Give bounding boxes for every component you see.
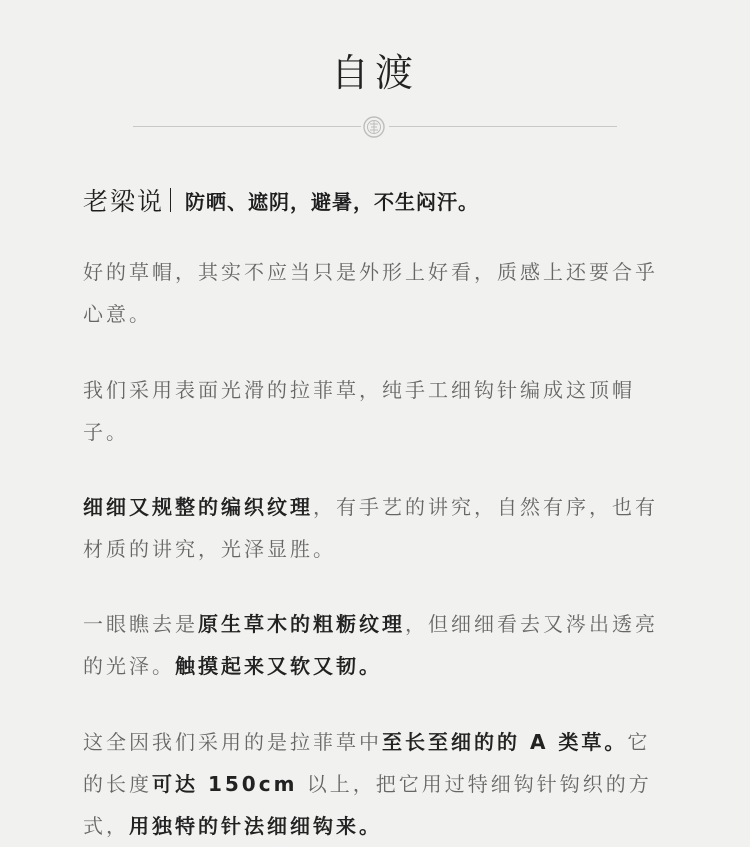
paragraph-text: 好的草帽，其实不应当只是外形上好看，质感上还要合乎心意。 <box>83 260 658 326</box>
emphasis-text: 至长至细的的 A 类草。 <box>382 730 628 754</box>
divider-line-left <box>133 126 361 127</box>
paragraph-text: ，但细细看去又涔出透亮的光泽。 <box>83 612 658 678</box>
paragraph-1 <box>83 251 673 335</box>
paragraph-2 <box>83 369 673 453</box>
heading-label: 老梁说 <box>83 187 165 216</box>
paragraph-text: ，有手艺的讲究，自然有序，也有材质的讲究，光泽显胜。 <box>83 495 658 561</box>
emphasis-text: 细细又规整的编织纹理 <box>83 495 313 519</box>
paragraph-5 <box>83 721 673 847</box>
page-title: 自渡 <box>330 51 419 95</box>
section-heading <box>83 182 479 218</box>
emphasis-text: 可达 150cm <box>152 772 298 796</box>
emphasis-text: 原生草木的粗粝纹理 <box>198 612 405 636</box>
title-divider <box>133 116 617 138</box>
paragraph-text: 我们采用表面光滑的拉菲草，纯手工细钩针编成这顶帽子。 <box>83 378 635 444</box>
emphasis-text: 触摸起来又软又韧。 <box>175 654 382 678</box>
round-ornament-icon <box>363 116 385 138</box>
paragraph-text: 这全因我们采用的是拉菲草中 <box>83 730 382 754</box>
paragraph-4 <box>83 603 673 687</box>
paragraph-text: 一眼瞧去是 <box>83 612 198 636</box>
emphasis-text: 用独特的针法细细钩来。 <box>129 814 382 838</box>
paragraph-text: 它的长度 <box>83 730 651 796</box>
heading-subtitle: 防晒、遮阴，避暑，不生闷汗。 <box>185 189 480 214</box>
divider-line-right <box>389 126 617 127</box>
paragraph-text: 以上，把它用过特细钩针钩织的方式， <box>83 772 652 838</box>
heading-separator <box>170 188 171 212</box>
paragraph-3 <box>83 486 673 570</box>
